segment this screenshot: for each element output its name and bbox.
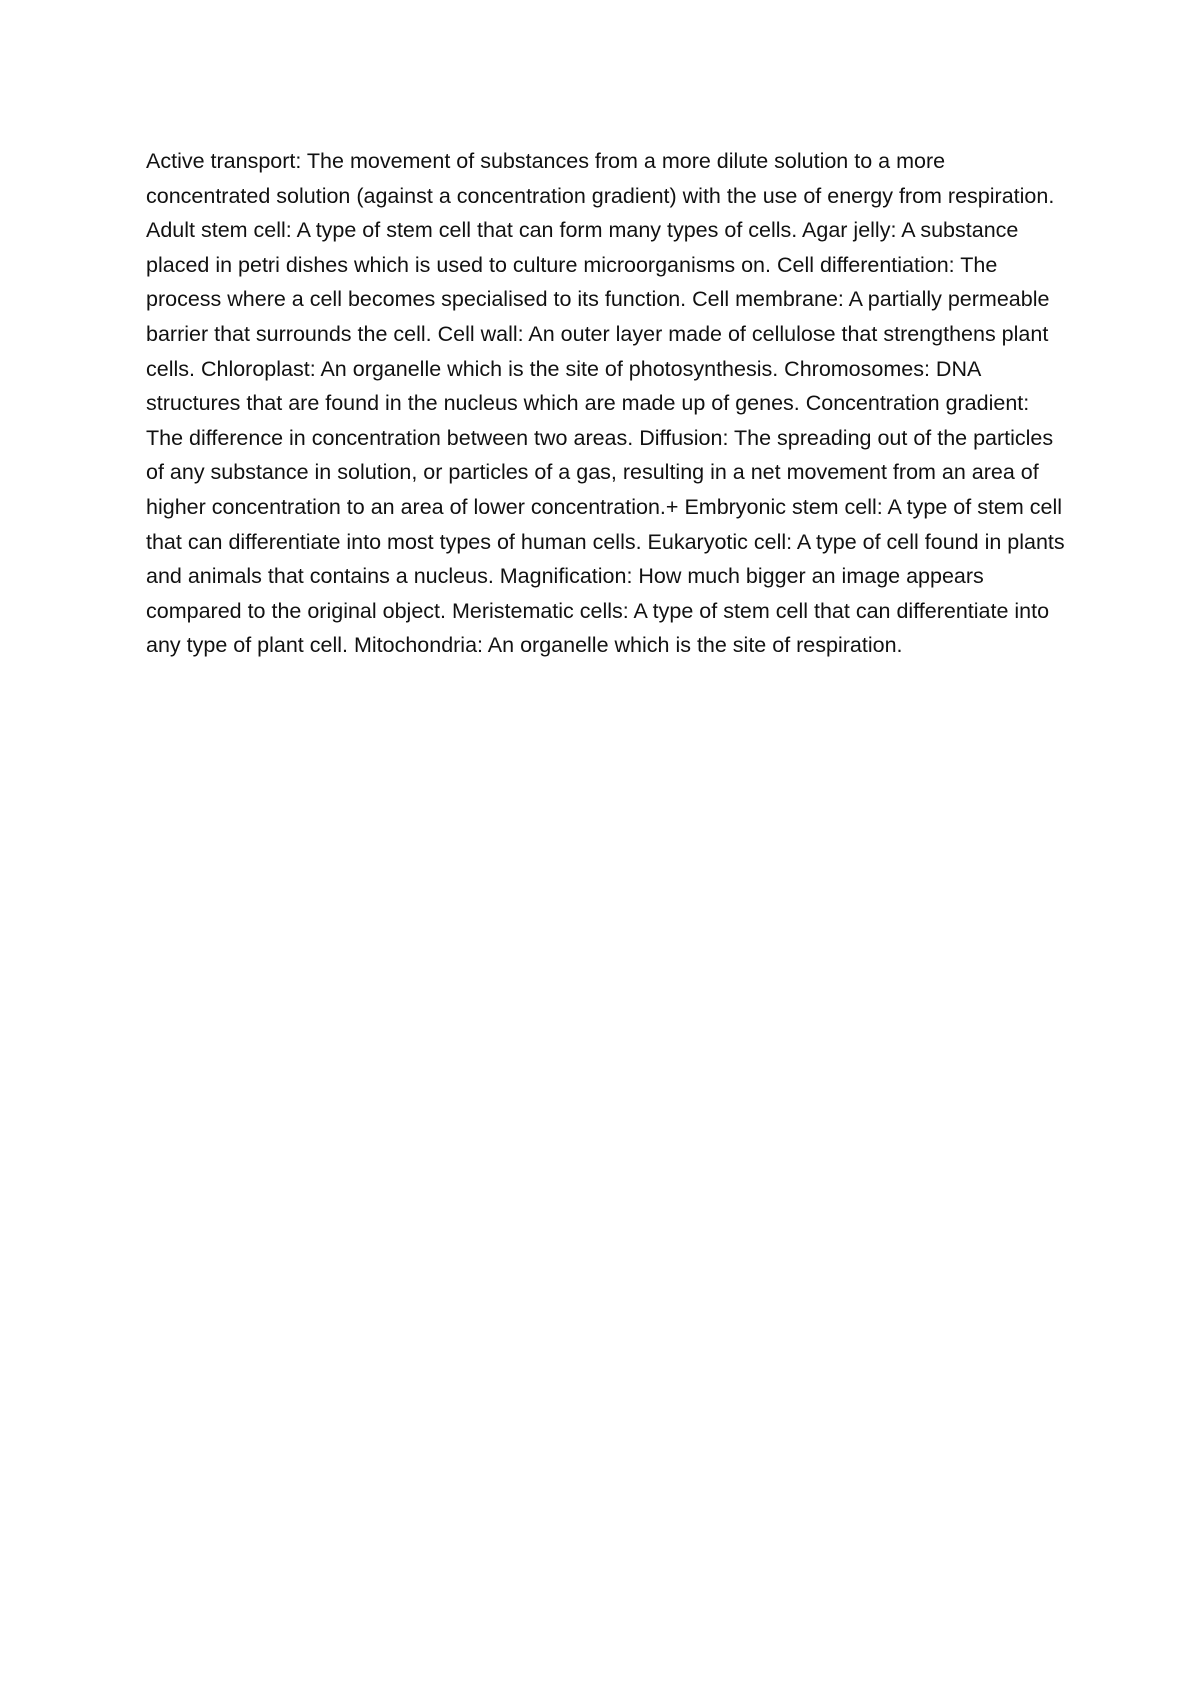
paragraph-text-part-2: Embryonic stem cell: A type of stem cell that can differentiate into most types of human cells. Eukaryotic cell: A type of cell found in plants and animals that contains a nucleus. Magnification: How much bigger an image appears compared to the original object. Meristematic cells: A type of stem cell that can differentiate into any type of plant cell. Mitochondria: An organelle which is the site of respiration. <box>146 494 1065 658</box>
body-paragraph <box>146 144 1068 663</box>
cursor-glyph: + <box>665 494 679 519</box>
paragraph-text-part-1: Active transport: The movement of substances from a more dilute solution to a more concentrated solution (against a concentration gradient) with the use of energy from respiration. Adult stem cell: A type of stem cell that can form many types of cells. Agar jelly: A substance placed in petri dishes which is used to culture microorganisms on. Cell differentiation: The process where a cell becomes specialised to its function. Cell membrane: A partially permeable barrier that surrounds the cell. Cell wall: An outer layer made of cellulose that strengthens plant cells. Chloroplast: An organelle which is the site of photosynthesis. Chromosomes: DNA structures that are found in the nucleus which are made up of genes. Concentration gradient: The difference in concentration between two areas. Diffusion: The spreading out of the particles of any substance in solution, or particles of a gas, resulting in a net movement from an area of higher concentration to an area of lower concentration. <box>146 149 1055 519</box>
